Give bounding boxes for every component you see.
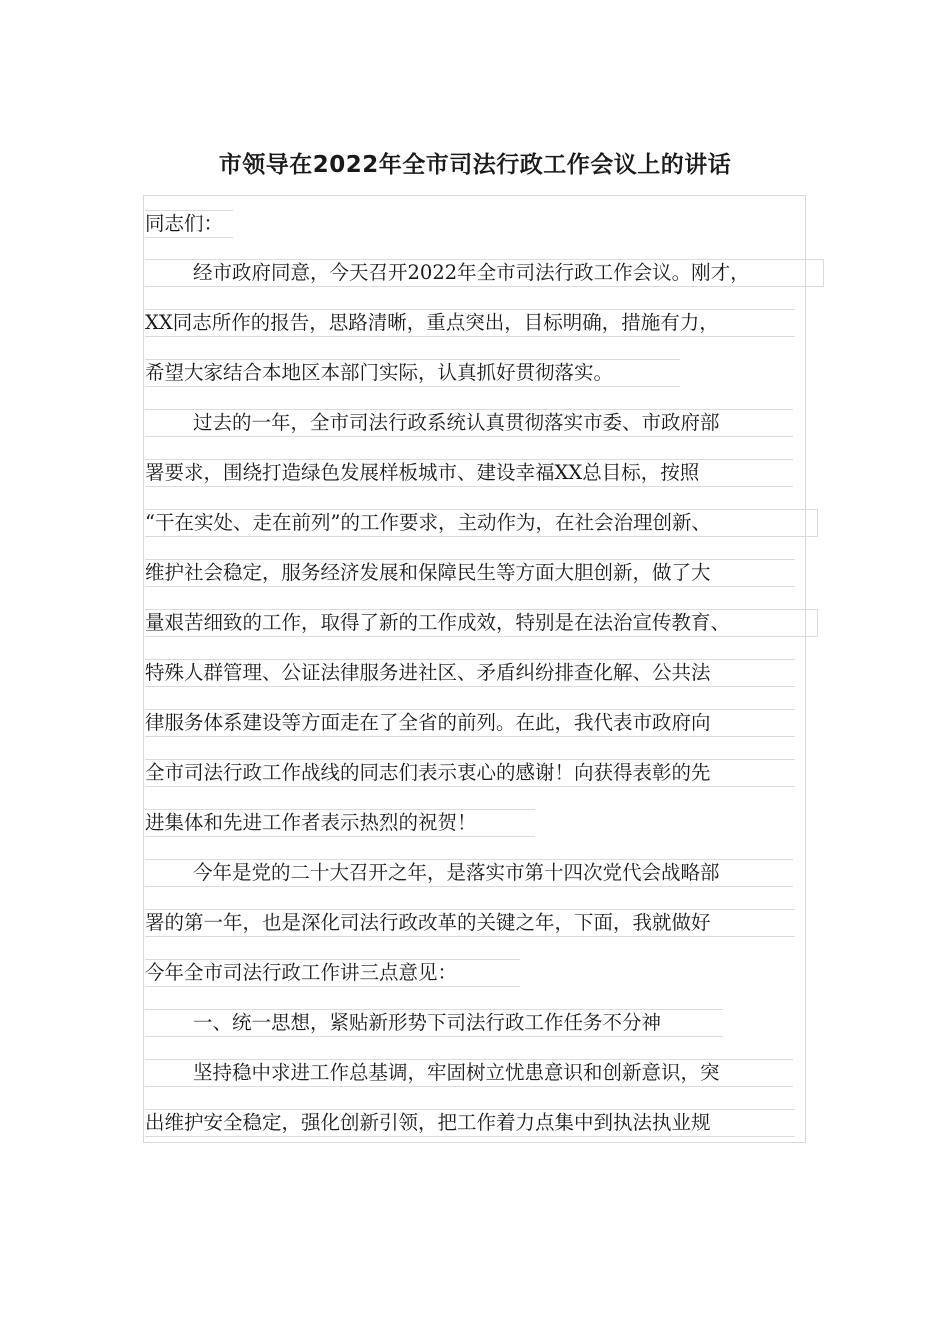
- document-title: 市领导在2022年全市司法行政工作会议上的讲话: [218, 152, 732, 178]
- text-line: 今年是党的二十大召开之年，是落实市第十四次党代会战略部: [145, 859, 793, 887]
- text-line: “干在实处、走在前列”的工作要求，主动作为，在社会治理创新、: [145, 509, 818, 537]
- text-line: 过去的一年，全市司法行政系统认真贯彻落实市委、市政府部: [145, 409, 793, 437]
- text-line: 进集体和先进工作者表示热烈的祝贺！: [145, 809, 535, 837]
- text-line: 全市司法行政工作战线的同志们表示衷心的感谢！向获得表彰的先: [145, 759, 795, 787]
- text-line: 希望大家结合本地区本部门实际，认真抓好贯彻落实。: [145, 359, 680, 387]
- text-line: 律服务体系建设等方面走在了全省的前列。在此，我代表市政府向: [145, 709, 795, 737]
- text-line: 出维护安全稳定，强化创新引领，把工作着力点集中到执法执业规: [145, 1109, 795, 1137]
- text-line: 今年全市司法行政工作讲三点意见：: [145, 959, 520, 987]
- text-line: 署的第一年，也是深化司法行政改革的关键之年，下面，我就做好: [145, 909, 795, 937]
- text-line: 坚持稳中求进工作总基调，牢固树立忧患意识和创新意识，突: [145, 1059, 793, 1087]
- text-line: 量艰苦细致的工作，取得了新的工作成效，特别是在法治宣传教育、: [145, 609, 818, 637]
- text-line: XX同志所作的报告，思路清晰，重点突出，目标明确，措施有力，: [145, 309, 795, 337]
- section-heading: 一、统一思想，紧贴新形势下司法行政工作任务不分神: [145, 1009, 723, 1037]
- text-line: 特殊人群管理、公证法律服务进社区、矛盾纠纷排查化解、公共法: [145, 659, 795, 687]
- salutation-line: 同志们：: [145, 210, 233, 238]
- text-line: 署要求，围绕打造绿色发展样板城市、建设幸福XX总目标，按照: [145, 459, 793, 487]
- text-line: 维护社会稳定，服务经济发展和保障民生等方面大胆创新，做了大: [145, 559, 795, 587]
- text-line: 经市政府同意，今天召开2022年全市司法行政工作会议。刚才，: [145, 259, 824, 287]
